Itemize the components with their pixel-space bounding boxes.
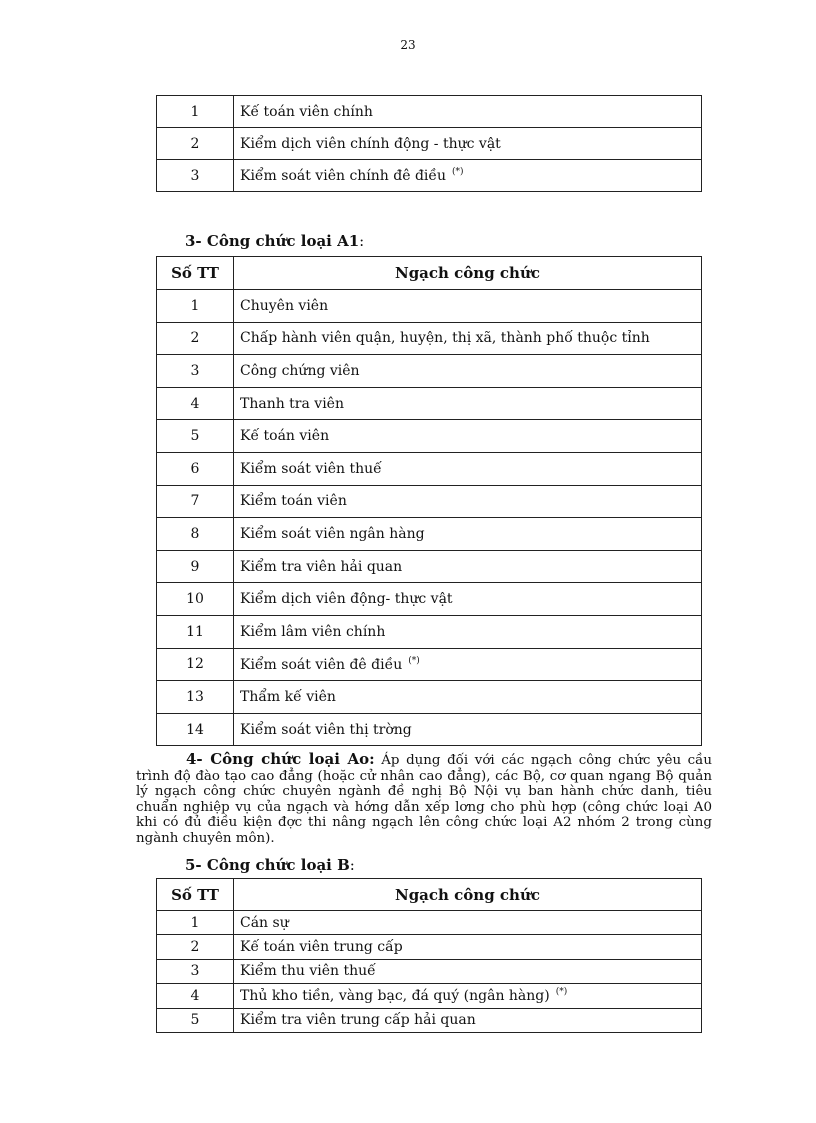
grade-name: Kiểm lâm viên chính	[240, 623, 386, 640]
row-number: 2	[157, 322, 234, 355]
column-header-name: Ngạch công chức	[234, 257, 702, 290]
row-number: 11	[157, 615, 234, 648]
grade-name-cell	[234, 648, 702, 681]
footnote-mark: (*)	[452, 167, 464, 177]
table-row	[157, 583, 702, 616]
section-title-b-text: 5- Công chức loại B	[185, 856, 350, 874]
grade-name: Kiểm soát viên thị trờng	[240, 721, 412, 738]
grade-name: Công chứng viên	[240, 362, 360, 379]
table-row	[157, 935, 702, 959]
column-header-no: Số TT	[157, 879, 234, 911]
row-number: 5	[157, 420, 234, 453]
row-number: 3	[157, 355, 234, 388]
section-title-a1	[185, 232, 364, 250]
grade-name: Thanh tra viên	[240, 395, 344, 412]
table-row	[157, 355, 702, 388]
grade-name-cell	[234, 984, 702, 1008]
grade-name-cell	[234, 681, 702, 714]
grade-name-cell	[234, 96, 702, 128]
table-row	[157, 615, 702, 648]
grade-name: Kiểm thu viên thuế	[240, 963, 376, 980]
table-row	[157, 452, 702, 485]
grade-name-cell	[234, 911, 702, 935]
grade-name: Kế toán viên	[240, 428, 330, 445]
grade-name: Kiểm soát viên đê điều	[240, 656, 403, 673]
grade-name: Kiểm soát viên chính đê điều	[240, 168, 447, 184]
grade-name-cell	[234, 355, 702, 388]
row-number: 3	[157, 959, 234, 983]
row-number: 9	[157, 550, 234, 583]
row-number: 14	[157, 713, 234, 746]
table-row	[157, 550, 702, 583]
grade-name-cell	[234, 485, 702, 518]
grade-name-cell	[234, 387, 702, 420]
grade-name-cell	[234, 518, 702, 551]
table-row	[157, 290, 702, 323]
grade-table-b	[156, 878, 702, 1033]
row-number: 3	[157, 160, 234, 192]
row-number: 2	[157, 128, 234, 160]
page-number: 23	[400, 38, 416, 52]
grade-name: Kiểm tra viên hải quan	[240, 558, 403, 575]
column-header-name: Ngạch công chức	[234, 879, 702, 911]
row-number: 7	[157, 485, 234, 518]
table-row	[157, 681, 702, 714]
grade-name: Kế toán viên trung cấp	[240, 939, 403, 956]
grade-name: Cán sự	[240, 914, 289, 931]
row-number: 2	[157, 935, 234, 959]
row-number: 4	[157, 387, 234, 420]
table-header-row	[157, 879, 702, 911]
grade-name: Chuyên viên	[240, 297, 329, 314]
grade-name-cell	[234, 1008, 702, 1032]
table-row	[157, 713, 702, 746]
row-number: 8	[157, 518, 234, 551]
grade-name-cell	[234, 935, 702, 959]
table-row	[157, 128, 702, 160]
table-row	[157, 485, 702, 518]
row-number: 5	[157, 1008, 234, 1032]
table-row	[157, 160, 702, 192]
grade-name: Kiểm dịch viên động- thực vật	[240, 591, 453, 608]
column-header-no: Số TT	[157, 257, 234, 290]
grade-name: Thủ kho tiền, vàng bạc, đá quý (ngân hàng)	[240, 988, 550, 1005]
grade-name: Kiểm soát viên ngân hàng	[240, 525, 425, 542]
section-a0-text: Áp dụng đối với các ngạch công chức yêu cầu trình độ đào tạo cao đẳng (hoặc cử nhân cao đẳng), các Bộ, cơ quan ngang Bộ quản lý ngạch công chức chuyên ngành đề nghị Bộ Nội vụ ban hành chức danh, tiêu chuẩn nghiệp vụ của ngạch và hớng dẫn xếp lơng cho phù hợp (công chức loại A0 khi có đủ điều kiện đợc thi nâng ngạch lên công chức loại A2 nhóm 2 trong cùng ngành chuyên môn).	[136, 753, 712, 846]
grade-table-a1	[156, 256, 702, 746]
section-title-b-colon: :	[349, 856, 355, 874]
row-number: 1	[157, 96, 234, 128]
table-row	[157, 420, 702, 453]
row-number: 1	[157, 911, 234, 935]
grade-table-continued	[156, 95, 702, 192]
table-row	[157, 648, 702, 681]
footnote-mark: (*)	[555, 987, 568, 998]
grade-name-cell	[234, 290, 702, 323]
grade-name-cell	[234, 713, 702, 746]
grade-name-cell	[234, 615, 702, 648]
grade-name-cell	[234, 322, 702, 355]
section-title-a1-text: 3- Công chức loại A1	[185, 232, 360, 250]
grade-name: Thẩm kế viên	[240, 688, 336, 705]
table-row	[157, 322, 702, 355]
grade-name: Kiểm dịch viên chính động - thực vật	[240, 135, 501, 152]
grade-name: Chấp hành viên quận, huyện, thị xã, thành phố thuộc tỉnh	[240, 330, 650, 347]
grade-name-cell	[234, 550, 702, 583]
row-number: 12	[157, 648, 234, 681]
row-number: 1	[157, 290, 234, 323]
grade-name-cell	[234, 959, 702, 983]
table-row	[157, 96, 702, 128]
section-a0-lead: 4- Công chức loại Ao:	[186, 750, 375, 768]
grade-name-cell	[234, 128, 702, 160]
row-number: 4	[157, 984, 234, 1008]
table-row	[157, 959, 702, 983]
table-row	[157, 387, 702, 420]
row-number: 6	[157, 452, 234, 485]
table-row	[157, 518, 702, 551]
grade-name: Kiểm tra viên trung cấp hải quan	[240, 1012, 476, 1029]
section-title-b	[185, 856, 355, 874]
grade-name-cell	[234, 583, 702, 616]
grade-name-cell	[234, 160, 702, 192]
table-row	[157, 1008, 702, 1032]
table-header-row	[157, 257, 702, 290]
table-row	[157, 911, 702, 935]
grade-name: Kế toán viên chính	[240, 103, 373, 120]
row-number: 13	[157, 681, 234, 714]
grade-name-cell	[234, 420, 702, 453]
row-number: 10	[157, 583, 234, 616]
grade-name: Kiểm soát viên thuế	[240, 460, 382, 477]
section-title-a1-colon: :	[359, 232, 365, 250]
footnote-mark: (*)	[408, 655, 420, 666]
section-a0-paragraph	[136, 752, 712, 846]
grade-name-cell	[234, 452, 702, 485]
table-row	[157, 984, 702, 1008]
grade-name: Kiểm toán viên	[240, 493, 347, 510]
